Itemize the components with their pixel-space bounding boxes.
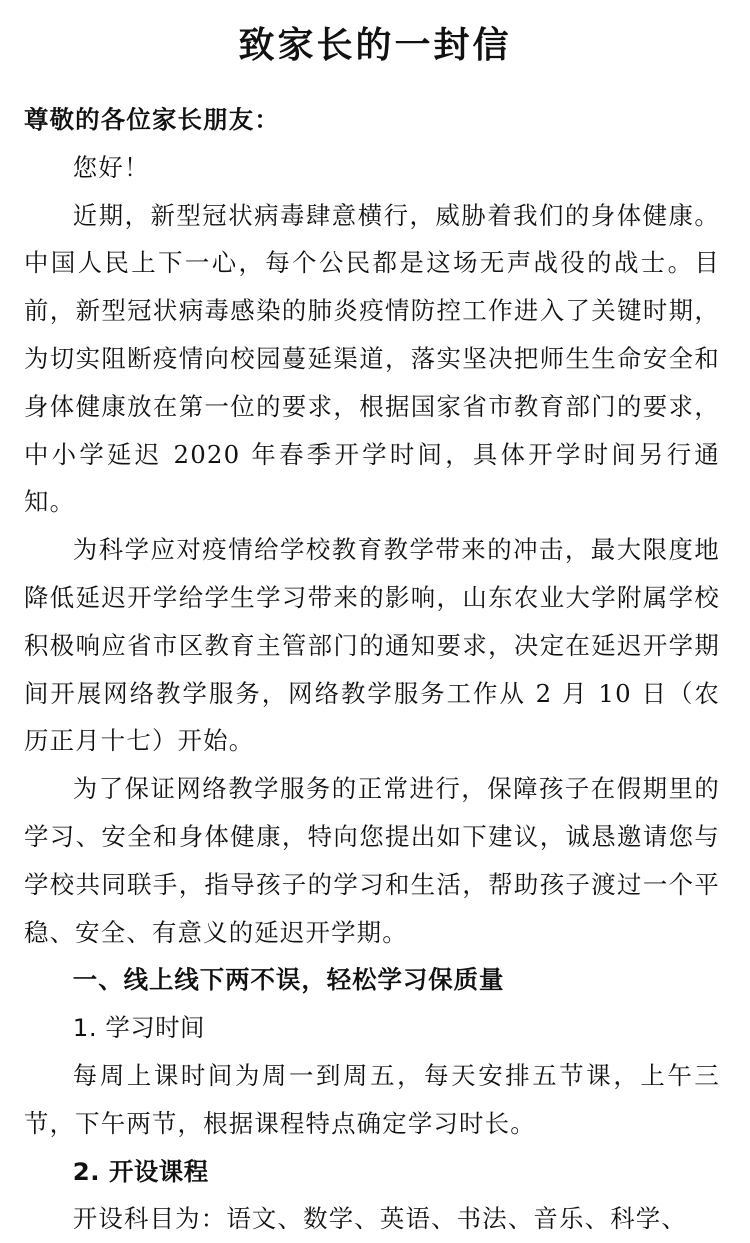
sub-heading-courses: 2. 开设课程 <box>72 1156 209 1186</box>
letter-title: 致家长的一封信 <box>238 25 512 66</box>
sub-heading-study-time: 1. 学习时间 <box>72 1013 205 1043</box>
greeting: 您好！ <box>72 152 150 182</box>
paragraph-study-time: 每周上课时间为周一到周五，每天安排五节课，上午三节，下午两节，根据课程特点确定学习时长。 <box>24 1060 720 1138</box>
paragraph-suggestions: 为了保证网络教学服务的正常进行，保障孩子在假期里的学习、安全和身体健康，特向您提出如下建议，诚恳邀请您与学校共同联手，指导孩子的学习和生活，帮助孩子渡过一个平稳、安全、有意义的延迟开学期。 <box>24 774 720 947</box>
paragraph-epidemic-notice: 近期，新型冠状病毒肆意横行，威胁着我们的身体健康。中国人民上下一心，每个公民都是这场无声战役的战士。目前，新型冠状病毒感染的肺炎疫情防控工作进入了关键时期，为切实阻断疫情向校园蔓延渠道，落实坚决把师生生命安全和身体健康放在第一位的要求，根据国家省市教育部门的要求，中小学延迟 2020 年春季开学时间，具体开学时间另行通知。 <box>24 200 720 517</box>
salutation: 尊敬的各位家长朋友： <box>24 105 280 134</box>
section-heading: 一、线上线下两不误，轻松学习保质量 <box>72 965 505 995</box>
paragraph-online-teaching: 为科学应对疫情给学校教育教学带来的冲击，最大限度地降低延迟开学给学生学习带来的影响，山东农业大学附属学校积极响应省市区教育主管部门的通知要求，决定在延迟开学期间开展网络教学服务，网络教学服务工作从 2 月 10 日（农历正月十七）开始。 <box>24 535 720 756</box>
paragraph-courses: 开设科目为：语文、数学、英语、书法、音乐、科学、 <box>72 1204 687 1234</box>
letter-body <box>24 96 720 1243</box>
